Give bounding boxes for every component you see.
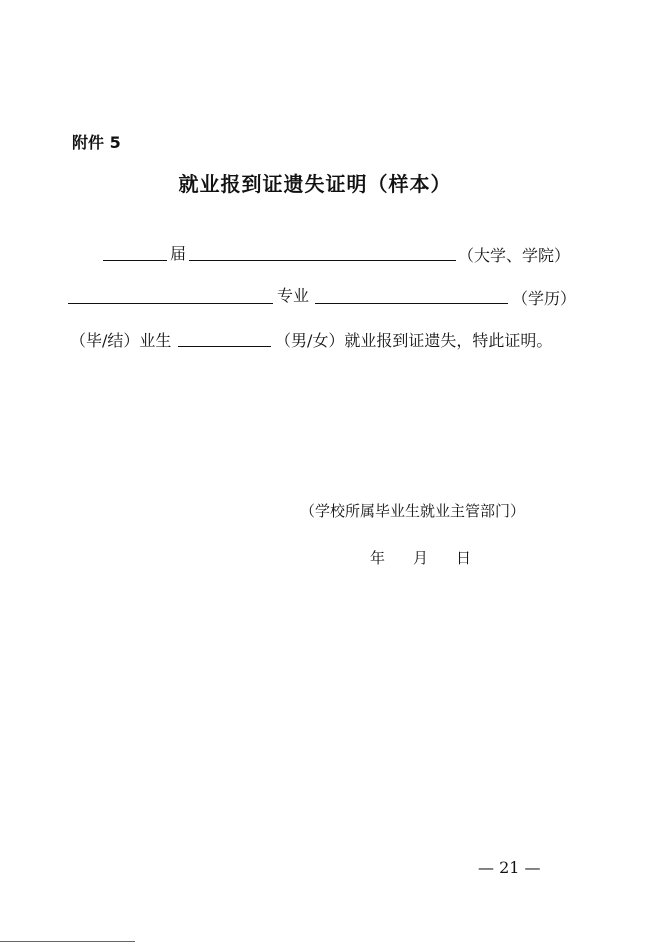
- page-number: — 21 —: [478, 858, 541, 877]
- major-label: 专业: [277, 286, 310, 305]
- form-line-3: [0, 330, 670, 360]
- degree-label: （学历）: [512, 289, 577, 308]
- university-label: （大学、学院）: [458, 246, 571, 265]
- date-year: 年: [370, 549, 386, 567]
- date-month: 月: [413, 549, 429, 567]
- college-department-blank[interactable]: [68, 303, 273, 304]
- session-year-blank[interactable]: [103, 260, 167, 261]
- form-line-2: [0, 287, 670, 317]
- page-title: 就业报到证遗失证明（样本）: [178, 172, 452, 196]
- graduate-status-text: （毕/结）业生: [70, 331, 172, 350]
- attachment-label: 附件 5: [72, 133, 121, 152]
- major-name-blank[interactable]: [315, 303, 508, 304]
- scan-edge-line: [0, 941, 135, 942]
- loss-statement-text: （男/女）就业报到证遗失，特此证明。: [275, 331, 553, 350]
- form-line-1: [0, 244, 670, 274]
- school-name-blank[interactable]: [189, 260, 456, 261]
- issuing-department: （学校所属毕业生就业主管部门）: [300, 502, 526, 520]
- student-name-blank[interactable]: [178, 346, 271, 347]
- date-day: 日: [456, 549, 472, 567]
- session-suffix-text: 届: [170, 244, 187, 263]
